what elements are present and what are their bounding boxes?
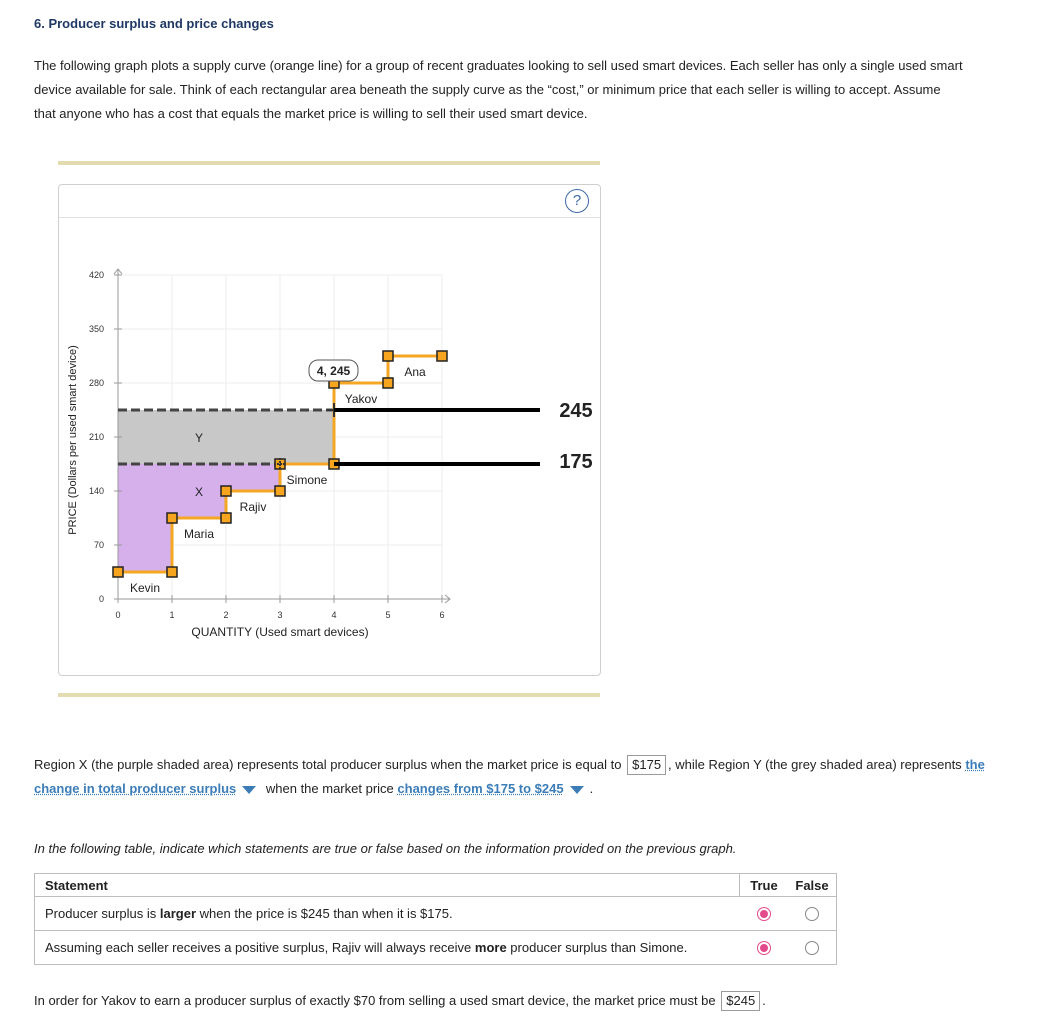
radio-true-1[interactable] xyxy=(757,907,771,921)
region-text-part3: when the market price xyxy=(265,781,394,796)
radio-false-1[interactable] xyxy=(805,907,819,921)
region-text-part1: Region X (the purple shaded area) represents total producer surplus when the market price is equal to xyxy=(34,757,622,772)
answer-price-box[interactable]: $175 xyxy=(627,755,666,775)
x-tick-label: 4 xyxy=(331,610,337,620)
supply-point-handle[interactable] xyxy=(383,351,393,361)
supply-point-handle[interactable] xyxy=(437,351,447,361)
question-mark-icon[interactable]: ? xyxy=(565,189,589,213)
header-true: True xyxy=(740,874,789,897)
y-axis-label: PRICE (Dollars per used smart device) xyxy=(67,345,79,535)
question-intro: The following graph plots a supply curve (orange line) for a group of recent graduates looking to sell used smart devices. Each seller has only a single used smart device available for sale. Think of each rectangular area beneath the supply curve as the “cost,” or minimum price that each seller is willing to accept. Assume that anyone who has a cost that equals the market price is willing to sell their used smart device. xyxy=(34,58,963,121)
chevron-down-icon[interactable] xyxy=(242,786,256,794)
supply-point-handle[interactable] xyxy=(167,513,177,523)
radio-false-2[interactable] xyxy=(805,941,819,955)
supply-point-handle[interactable] xyxy=(221,486,231,496)
point-tooltip xyxy=(309,360,358,381)
true-false-table xyxy=(34,873,837,965)
supply-point-handle[interactable] xyxy=(383,378,393,388)
region-x-label: X xyxy=(194,485,204,499)
y-tick-label: 0 xyxy=(98,594,104,604)
final-answer-box[interactable]: $245 xyxy=(721,991,760,1011)
seller-label-ana: Ana xyxy=(404,365,426,379)
region-question xyxy=(34,753,994,801)
x-tick-label: 5 xyxy=(385,610,391,620)
question-title: 6. Producer surplus and price changes xyxy=(34,16,274,31)
price-label-high: 245 xyxy=(559,400,593,422)
region-text-part2: , while Region Y (the grey shaded area) represents xyxy=(668,757,962,772)
header-statement: Statement xyxy=(35,874,740,897)
supply-point-handle[interactable] xyxy=(113,567,123,577)
statement-1: Producer surplus is larger when the price is $245 than when it is $175. xyxy=(35,897,740,931)
y-tick-label: 350 xyxy=(88,324,104,334)
table-intro: In the following table, indicate which statements are true or false based on the information provided on the previous graph. xyxy=(34,841,737,856)
seller-label-yakov: Yakov xyxy=(344,392,378,406)
final-question: In order for Yakov to earn a producer surplus of exactly $70 from selling a used smart device, the market price must be $245 . xyxy=(34,989,766,1013)
dropdown-price-change[interactable]: changes from $175 to $245 xyxy=(397,781,564,796)
table-row xyxy=(35,931,837,965)
x-tick-label: 0 xyxy=(115,610,121,620)
dropdown-region-y-meaning[interactable]: the change in total producer surplus xyxy=(34,757,985,796)
region-y-grey-area xyxy=(118,410,334,464)
y-tick-label: 210 xyxy=(88,432,104,442)
supply-point-handle[interactable] xyxy=(221,513,231,523)
seller-label-kevin: Kevin xyxy=(129,581,161,595)
table-row xyxy=(35,897,837,931)
x-tick-label: 3 xyxy=(277,610,283,620)
price-label-low: 175 xyxy=(559,451,593,473)
x-tick-label: 2 xyxy=(223,610,229,620)
region-y-label: Y xyxy=(194,431,204,445)
y-tick-label: 420 xyxy=(88,270,104,280)
region-text-part4: . xyxy=(589,781,594,796)
final-question-text: In order for Yakov to earn a producer surplus of exactly $70 from selling a used smart device, the market price must be xyxy=(34,993,716,1008)
x-tick-label: 1 xyxy=(169,610,175,620)
y-tick-label: 140 xyxy=(88,486,104,496)
y-tick-label: 70 xyxy=(93,540,104,550)
y-tick-label: 280 xyxy=(88,378,104,388)
seller-label-maria: Maria xyxy=(183,527,215,541)
tooltip-text: 4, 245 xyxy=(316,364,351,378)
chevron-down-icon[interactable] xyxy=(570,786,584,794)
supply-point-handle[interactable] xyxy=(167,567,177,577)
radio-true-2[interactable] xyxy=(757,941,771,955)
seller-label-rajiv: Rajiv xyxy=(239,500,267,514)
seller-label-simone: Simone xyxy=(286,473,328,487)
x-axis-label: QUANTITY (Used smart devices) xyxy=(191,625,369,639)
supply-point-handle[interactable] xyxy=(275,486,285,496)
header-false: False xyxy=(788,874,837,897)
statement-2: Assuming each seller receives a positive surplus, Rajiv will always receive more producer surplus than Simone. xyxy=(35,931,740,965)
x-tick-label: 6 xyxy=(439,610,445,620)
